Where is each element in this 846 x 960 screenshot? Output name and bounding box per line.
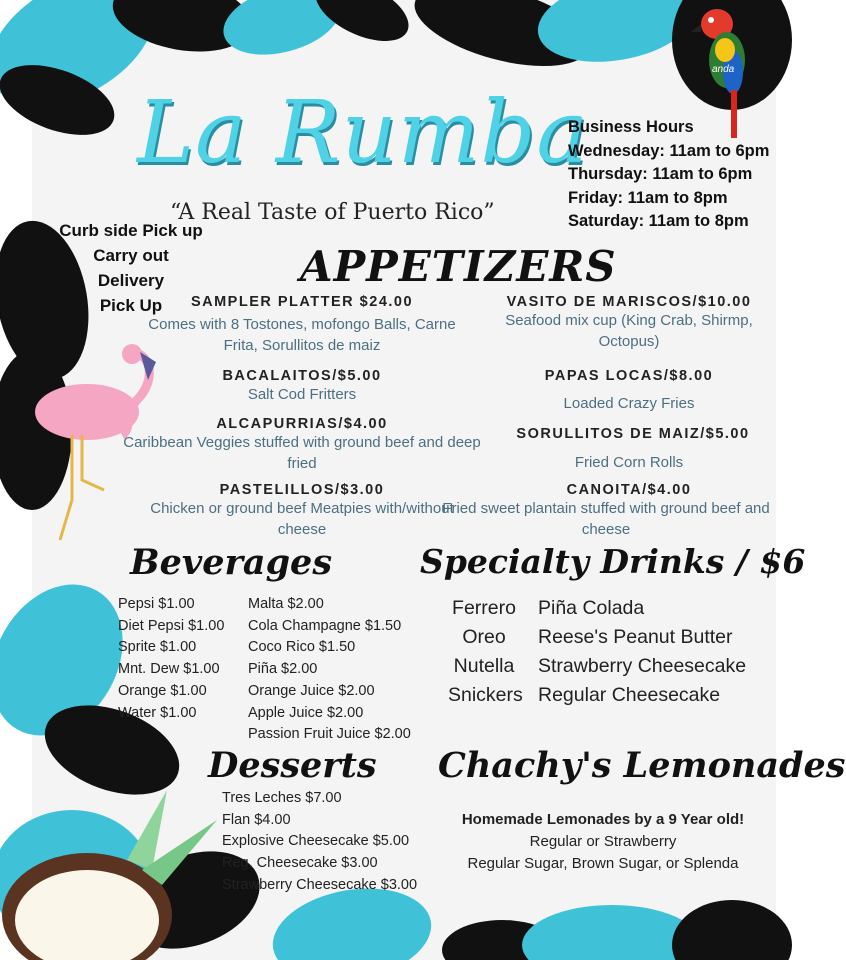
- beverage-item: Coco Rico $1.50: [248, 639, 356, 656]
- appetizer-desc: Salt Cod Fritters: [247, 386, 357, 403]
- parrot-watermark: anda: [712, 64, 735, 75]
- service-option: Curb side Pick up: [59, 221, 203, 240]
- beverage-item: Mnt. Dew $1.00: [118, 661, 220, 678]
- restaurant-logo: La Rumba: [137, 83, 589, 183]
- lemonades-heading: Chachy's Lemonades: [438, 745, 846, 786]
- business-hours: [568, 116, 769, 234]
- dessert-item: Tres Leches $7.00: [222, 790, 342, 806]
- beverages-heading: Beverages: [130, 542, 333, 583]
- specialty-item: Strawberry Cheesecake: [538, 655, 747, 677]
- beverage-item: Diet Pepsi $1.00: [118, 617, 225, 634]
- menu-sheet: [32, 0, 846, 960]
- lemonades-headline: Homemade Lemonades by a 9 Year old!: [461, 811, 745, 828]
- appetizer-desc: Loaded Crazy Fries: [563, 395, 695, 412]
- dessert-item: Explosive Cheesecake $5.00: [222, 833, 410, 850]
- beverage-item: Piña $2.00: [248, 661, 318, 678]
- specialty-item: Regular Cheesecake: [538, 684, 721, 706]
- beverages-column-2: [248, 594, 411, 746]
- service-option: Carry out: [93, 246, 169, 265]
- appetizer-name: ALCAPURRIAS/$4.00: [216, 416, 388, 432]
- beverage-item: Cola Champagne $1.50: [248, 617, 402, 634]
- beverage-item: Pepsi $1.00: [118, 596, 195, 612]
- appetizer-name: CANOITA/$4.00: [566, 482, 692, 498]
- service-option: Pick Up: [99, 296, 163, 315]
- hours-title: Business Hours: [568, 118, 694, 136]
- appetizer-desc: Fried sweet plantain stuffed with ground beef and cheese: [442, 500, 770, 538]
- appetizer-desc: Fried Corn Rolls: [574, 454, 684, 471]
- specialty-item: Oreo: [462, 626, 506, 648]
- desserts-list: [222, 788, 417, 897]
- appetizer-name: PAPAS LOCAS/$8.00: [544, 368, 714, 384]
- beverage-item: Passion Fruit Juice $2.00: [248, 726, 411, 743]
- beverage-item: Water $1.00: [118, 704, 197, 721]
- appetizer-desc: Seafood mix cup (King Crab, Shirmp, Octopus): [505, 312, 753, 350]
- beverage-item: Apple Juice $2.00: [248, 704, 364, 721]
- desserts-heading: Desserts: [208, 745, 377, 786]
- appetizer-name: PASTELILLOS/$3.00: [219, 482, 385, 498]
- dessert-item: Flan $4.00: [222, 811, 291, 828]
- lemonades-details: [438, 809, 768, 875]
- specialty-column-2: [538, 594, 746, 710]
- beverages-column-1: [118, 594, 224, 724]
- service-option: Delivery: [97, 271, 165, 290]
- specialty-item: Ferrero: [452, 597, 516, 619]
- dessert-item: Reg. Cheesecake $3.00: [222, 855, 378, 872]
- specialty-drinks-heading: Specialty Drinks / $6: [420, 542, 806, 581]
- appetizer-desc: Caribbean Veggies stuffed with ground beef and deep fried: [123, 434, 481, 472]
- appetizer-desc: Comes with 8 Tostones, mofongo Balls, Carne Frita, Sorullitos de maiz: [148, 316, 456, 354]
- beverage-item: Malta $2.00: [248, 596, 324, 612]
- appetizers-heading: APPETIZERS: [300, 242, 617, 291]
- hours-day: Thursday: 11am to 6pm: [568, 165, 753, 183]
- hours-day: Saturday: 11am to 8pm: [568, 212, 749, 230]
- specialty-item: Nutella: [453, 655, 515, 677]
- appetizer-name: BACALAITOS/$5.00: [222, 368, 382, 384]
- specialty-column-1: [448, 594, 523, 710]
- appetizer-name: SAMPLER PLATTER $24.00: [190, 294, 414, 310]
- beverage-item: Orange $1.00: [118, 682, 207, 699]
- appetizer-desc: Chicken or ground beef Meatpies with/without cheese: [150, 500, 454, 538]
- lemonades-line: Regular or Strawberry: [529, 833, 677, 850]
- hours-day: Wednesday: 11am to 6pm: [568, 141, 770, 160]
- lemonades-line: Regular Sugar, Brown Sugar, or Splenda: [467, 855, 739, 872]
- dessert-item: Strawberry Cheesecake $3.00: [222, 876, 418, 893]
- appetizer-name: VASITO DE MARISCOS/$10.00: [506, 294, 752, 310]
- specialty-item: Snickers: [448, 684, 523, 706]
- specialty-item: Piña Colada: [538, 597, 645, 619]
- beverage-item: Sprite $1.00: [118, 639, 197, 656]
- appetizer-name: SORULLITOS DE MAIZ/$5.00: [516, 426, 750, 442]
- beverage-item: Orange Juice $2.00: [248, 682, 375, 699]
- tagline: “A Real Taste of Puerto Rico”: [170, 200, 495, 225]
- specialty-item: Reese's Peanut Butter: [538, 626, 733, 648]
- hours-day: Friday: 11am to 8pm: [568, 188, 728, 207]
